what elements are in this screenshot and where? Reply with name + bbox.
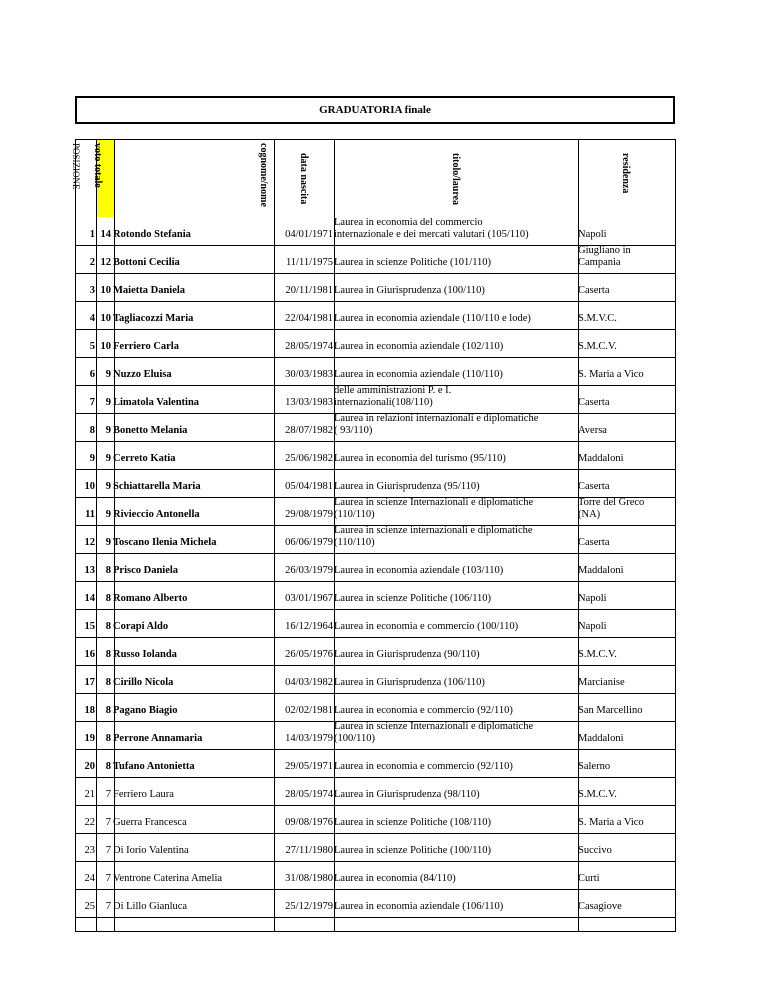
- row-birthdate: 25/06/1982: [285, 452, 333, 464]
- row-position: 19: [84, 732, 95, 744]
- header-residenza: [578, 139, 676, 217]
- row-birthdate: 27/11/1980: [285, 844, 333, 856]
- row-residence-line: Caserta: [578, 396, 610, 408]
- column-divider: [114, 139, 115, 932]
- row-divider: [75, 553, 676, 554]
- row-residence-line: Maddaloni: [578, 564, 624, 576]
- row-degree-line: Laurea in Giurisprudenza (100/110): [334, 284, 485, 296]
- row-divider: [75, 329, 676, 330]
- row-birthdate: 06/06/1979: [285, 536, 333, 548]
- row-residence-line: Succivo: [578, 844, 612, 856]
- row-residence-line: Maddaloni: [578, 732, 624, 744]
- row-score: 7: [105, 816, 111, 828]
- row-divider: [75, 245, 676, 246]
- row-divider: [75, 413, 676, 414]
- row-degree-line: delle amministrazioni P. e I.: [334, 385, 452, 396]
- row-divider: [75, 777, 676, 778]
- row-divider: [75, 581, 676, 582]
- row-degree-line: (110/110): [334, 536, 375, 548]
- row-birthdate: 13/03/1983: [285, 396, 333, 408]
- row-degree-line: Laurea in scienze Politiche (108/110): [334, 816, 492, 828]
- table-header: [71, 139, 676, 217]
- row-divider: [75, 693, 676, 694]
- row-name: Cirillo Nicola: [113, 676, 174, 688]
- row-score: 8: [105, 620, 111, 632]
- row-divider: [75, 665, 676, 666]
- row-score: 9: [105, 424, 111, 436]
- row-name: Perrone Annamaria: [113, 732, 203, 744]
- column-divider: [334, 139, 335, 932]
- row-position: 24: [84, 872, 95, 884]
- column-divider: [75, 139, 76, 932]
- row-divider: [75, 917, 676, 918]
- row-position: 18: [84, 704, 95, 716]
- row-residence-line: Napoli: [578, 228, 607, 240]
- row-birthdate: 26/05/1976: [285, 648, 333, 660]
- row-score: 9: [105, 368, 111, 380]
- row-birthdate: 30/03/1983: [285, 368, 333, 380]
- row-name: Nuzzo Eluisa: [113, 368, 172, 380]
- row-birthdate: 29/05/1971: [285, 760, 333, 772]
- row-residence-line: Torre del Greco: [578, 497, 645, 508]
- row-score: 8: [105, 592, 111, 604]
- row-degree-line: Laurea in scienze Politiche (100/110): [334, 844, 492, 856]
- row-degree-line: Laurea in Giurisprudenza (98/110): [334, 788, 480, 800]
- row-position: 20: [84, 760, 95, 772]
- row-residence-line: Maddaloni: [578, 452, 624, 464]
- row-divider: [75, 805, 676, 806]
- row-name: Maietta Daniela: [113, 284, 186, 296]
- row-score: 8: [105, 704, 111, 716]
- row-degree-line: ( 93/110): [334, 424, 373, 436]
- row-score: 8: [105, 732, 111, 744]
- row-position: 14: [84, 592, 95, 604]
- header-voto-label: voto totale: [91, 143, 103, 188]
- row-residence-line: S.M.V.C.: [578, 312, 617, 324]
- row-degree-line: Laurea in economia e commercio (100/110): [334, 620, 519, 632]
- header-posizione-label: POSIZIONE: [71, 143, 81, 190]
- row-position: 21: [84, 788, 95, 800]
- table-row: [75, 217, 675, 914]
- header-titolo-label: titolo/laurea: [449, 153, 461, 206]
- row-degree-line: Laurea in scienze Politiche (101/110): [334, 256, 492, 268]
- row-residence-line: S.M.C.V.: [578, 340, 617, 352]
- row-score: 8: [105, 676, 111, 688]
- row-divider: [75, 749, 676, 750]
- row-score: 8: [105, 564, 111, 576]
- table-body: [75, 217, 676, 932]
- row-position: 10: [84, 480, 95, 492]
- row-position: 12: [84, 536, 95, 548]
- row-birthdate: 14/03/1979: [285, 732, 333, 744]
- header-nome-label: cognome/nome: [257, 143, 269, 207]
- row-position: 8: [89, 424, 95, 436]
- row-degree-line: Laurea in Giurisprudenza (95/110): [334, 480, 480, 492]
- row-divider: [75, 273, 676, 274]
- row-position: 2: [89, 256, 95, 268]
- row-degree-line: (100/110): [334, 732, 376, 744]
- row-birthdate: 04/01/1971: [285, 228, 333, 240]
- row-birthdate: 28/05/1974: [285, 788, 333, 800]
- row-degree-line: internazionali(108/110): [334, 396, 433, 408]
- row-name: Romano Alberto: [113, 592, 188, 604]
- row-position: 15: [84, 620, 95, 632]
- row-position: 16: [84, 648, 95, 660]
- row-residence: [578, 901, 675, 913]
- row-score: 9: [105, 480, 111, 492]
- row-residence-line: Napoli: [578, 620, 607, 632]
- row-position: 6: [89, 368, 95, 380]
- row-score: 7: [105, 900, 111, 912]
- row-divider: [75, 721, 676, 722]
- row-position: 13: [84, 564, 95, 576]
- row-residence-line: S.M.C.V.: [578, 788, 617, 800]
- row-position: 23: [84, 844, 95, 856]
- row-degree-line: Laurea in relazioni internazionali e diplomatiche: [334, 413, 539, 424]
- row-divider: [75, 385, 676, 386]
- row-degree-line: Laurea in economia e commercio (92/110): [334, 760, 513, 772]
- row-name: Tufano Antonietta: [113, 760, 195, 772]
- row-degree-line: Laurea in scienze Politiche (106/110): [334, 592, 492, 604]
- row-name: Pagano Biagio: [113, 704, 178, 716]
- row-birthdate: 09/08/1976: [285, 816, 333, 828]
- row-degree-line: Laurea in economia aziendale (106/110): [334, 900, 504, 912]
- row-divider: [75, 525, 676, 526]
- row-score: 7: [105, 788, 111, 800]
- page-title: GRADUATORIA finale: [75, 96, 675, 124]
- row-divider: [75, 497, 676, 498]
- row-residence-line: Aversa: [578, 424, 607, 436]
- row-name: Corapi Aldo: [113, 620, 169, 632]
- row-score: 8: [105, 648, 111, 660]
- row-position: 22: [84, 816, 95, 828]
- row-divider: [75, 609, 676, 610]
- row-divider: [75, 861, 676, 862]
- row-residence-line: Giugliano in: [578, 245, 631, 256]
- row-name: Prisco Daniela: [113, 564, 179, 576]
- row-position: 7: [89, 396, 95, 408]
- row-position: 17: [84, 676, 95, 688]
- row-birthdate: 26/03/1979: [285, 564, 333, 576]
- row-divider: [75, 301, 676, 302]
- row-name: Limatola Valentina: [113, 396, 200, 408]
- row-degree-line: Laurea in economia aziendale (110/110 e lode): [334, 312, 531, 324]
- column-divider: [274, 139, 275, 932]
- row-degree-line: Laurea in scienze internazionali e diplomatiche: [334, 525, 533, 536]
- column-divider: [96, 139, 97, 932]
- row-divider: [75, 889, 676, 890]
- row-divider: [75, 833, 676, 834]
- row-score: 7: [105, 872, 111, 884]
- row-divider: [75, 357, 676, 358]
- row-residence-line: S. Maria a Vico: [578, 816, 644, 828]
- row-position: 5: [89, 340, 95, 352]
- row-score: 8: [105, 760, 111, 772]
- row-degree-line: Laurea in economia (84/110): [334, 872, 456, 884]
- row-name: Bottoni Cecilia: [113, 256, 180, 268]
- row-score: 10: [100, 312, 111, 324]
- row-birthdate: 16/12/1964: [285, 620, 333, 632]
- row-degree-line: Laurea in scienze Internazionali e diplomatiche: [334, 721, 534, 732]
- header-nome: [114, 139, 274, 217]
- row-residence-line: San Marcellino: [578, 704, 643, 716]
- row-residence-line: Napoli: [578, 592, 607, 604]
- column-divider: [675, 139, 676, 932]
- row-degree-line: Laurea in economia del turismo (95/110): [334, 452, 506, 464]
- row-divider: [75, 441, 676, 442]
- row-name: Ferriero Laura: [113, 788, 174, 800]
- row-degree-line: (110/110): [334, 508, 375, 520]
- row-score: 9: [105, 536, 111, 548]
- row-name: Cerreto Katia: [113, 452, 176, 464]
- row-residence-line: Curti: [578, 872, 600, 884]
- row-position: 9: [89, 452, 95, 464]
- row-name: Rivieccio Antonella: [113, 508, 200, 520]
- row-degree-line: Laurea in economia aziendale (103/110): [334, 564, 504, 576]
- column-divider: [578, 139, 579, 932]
- row-score: 12: [100, 256, 111, 268]
- row-residence-line: Marcianise: [578, 676, 625, 688]
- row-position: 11: [85, 508, 95, 520]
- row-name: Russo Iolanda: [113, 648, 177, 660]
- row-name: Bonetto Melania: [113, 424, 188, 436]
- row-score: 9: [105, 508, 111, 520]
- row-degree-line: Laurea in economia aziendale (110/110): [334, 368, 503, 380]
- row-birthdate: 31/08/1980: [285, 872, 333, 884]
- row-birthdate: 29/08/1979: [285, 508, 333, 520]
- row-name: Ferriero Carla: [113, 340, 179, 352]
- header-data-label: data nascita: [297, 153, 309, 205]
- header-titolo: [334, 139, 578, 217]
- row-birthdate: 04/03/1982: [285, 676, 333, 688]
- row-name: Toscano Ilenia Michela: [113, 536, 217, 548]
- row-score: 9: [105, 396, 111, 408]
- row-degree-line: Laurea in economia e commercio (92/110): [334, 704, 513, 716]
- row-residence-line: Campania: [578, 256, 621, 268]
- row-birthdate: 20/11/1981: [285, 284, 333, 296]
- row-birthdate: 22/04/1981: [285, 312, 333, 324]
- row-birthdate: 11/11/1975: [285, 256, 333, 268]
- row-name: Guerra Francesca: [113, 816, 187, 828]
- row-degree-line: Laurea in Giurisprudenza (90/110): [334, 648, 480, 660]
- row-name: Ventrone Caterina Amelia: [113, 872, 223, 884]
- row-degree: [334, 901, 564, 913]
- row-degree-line: Laurea in scienze Internazionali e diplomatiche: [334, 497, 534, 508]
- row-birthdate: 25/12/1979: [285, 900, 333, 912]
- row-position: 1: [89, 228, 95, 240]
- row-birthdate: 03/01/1967: [285, 592, 333, 604]
- row-residence-line: Salerno: [578, 760, 611, 772]
- row-name: Di Iorio Valentina: [113, 844, 189, 856]
- row-residence-line: S. Maria a Vico: [578, 368, 644, 380]
- header-residenza-label: residenza: [620, 153, 631, 194]
- row-position: 4: [89, 312, 95, 324]
- row-residence-line: Caserta: [578, 284, 610, 296]
- row-degree-line: Laurea in economia del commercio: [334, 217, 483, 228]
- row-birthdate: 28/07/1982: [285, 424, 333, 436]
- row-divider: [75, 469, 676, 470]
- header-data: [274, 139, 334, 217]
- row-residence-line: Caserta: [578, 480, 610, 492]
- row-residence-line: Caserta: [578, 536, 610, 548]
- row-residence-line: Casagiove: [578, 900, 622, 912]
- row-position: 25: [84, 900, 95, 912]
- row-name: Di Lillo Gianluca: [113, 900, 188, 912]
- row-degree-line: Laurea in economia aziendale (102/110): [334, 340, 504, 352]
- row-birthdate: 28/05/1974: [285, 340, 333, 352]
- row-divider: [75, 637, 676, 638]
- row-name: Schiattarella Maria: [113, 480, 201, 492]
- row-residence-line: S.M.C.V.: [578, 648, 617, 660]
- row-birthdate: 05/04/1981: [285, 480, 333, 492]
- row-score: 14: [100, 228, 111, 240]
- row-name: Tagliacozzi Maria: [113, 312, 194, 324]
- row-degree-line: internazionale e dei mercati valutari (105/110): [334, 228, 529, 240]
- row-position: 3: [89, 284, 95, 296]
- header-voto: [91, 139, 114, 217]
- row-score: 9: [105, 452, 111, 464]
- row-score: 10: [100, 284, 111, 296]
- row-birthdate: 02/02/1981: [285, 704, 333, 716]
- row-score: 10: [100, 340, 111, 352]
- row-score: 7: [105, 844, 111, 856]
- row-degree-line: Laurea in Giurisprudenza (106/110): [334, 676, 485, 688]
- row-name: Rotondo Stefania: [113, 228, 191, 240]
- row-residence-line: (NA): [578, 508, 601, 520]
